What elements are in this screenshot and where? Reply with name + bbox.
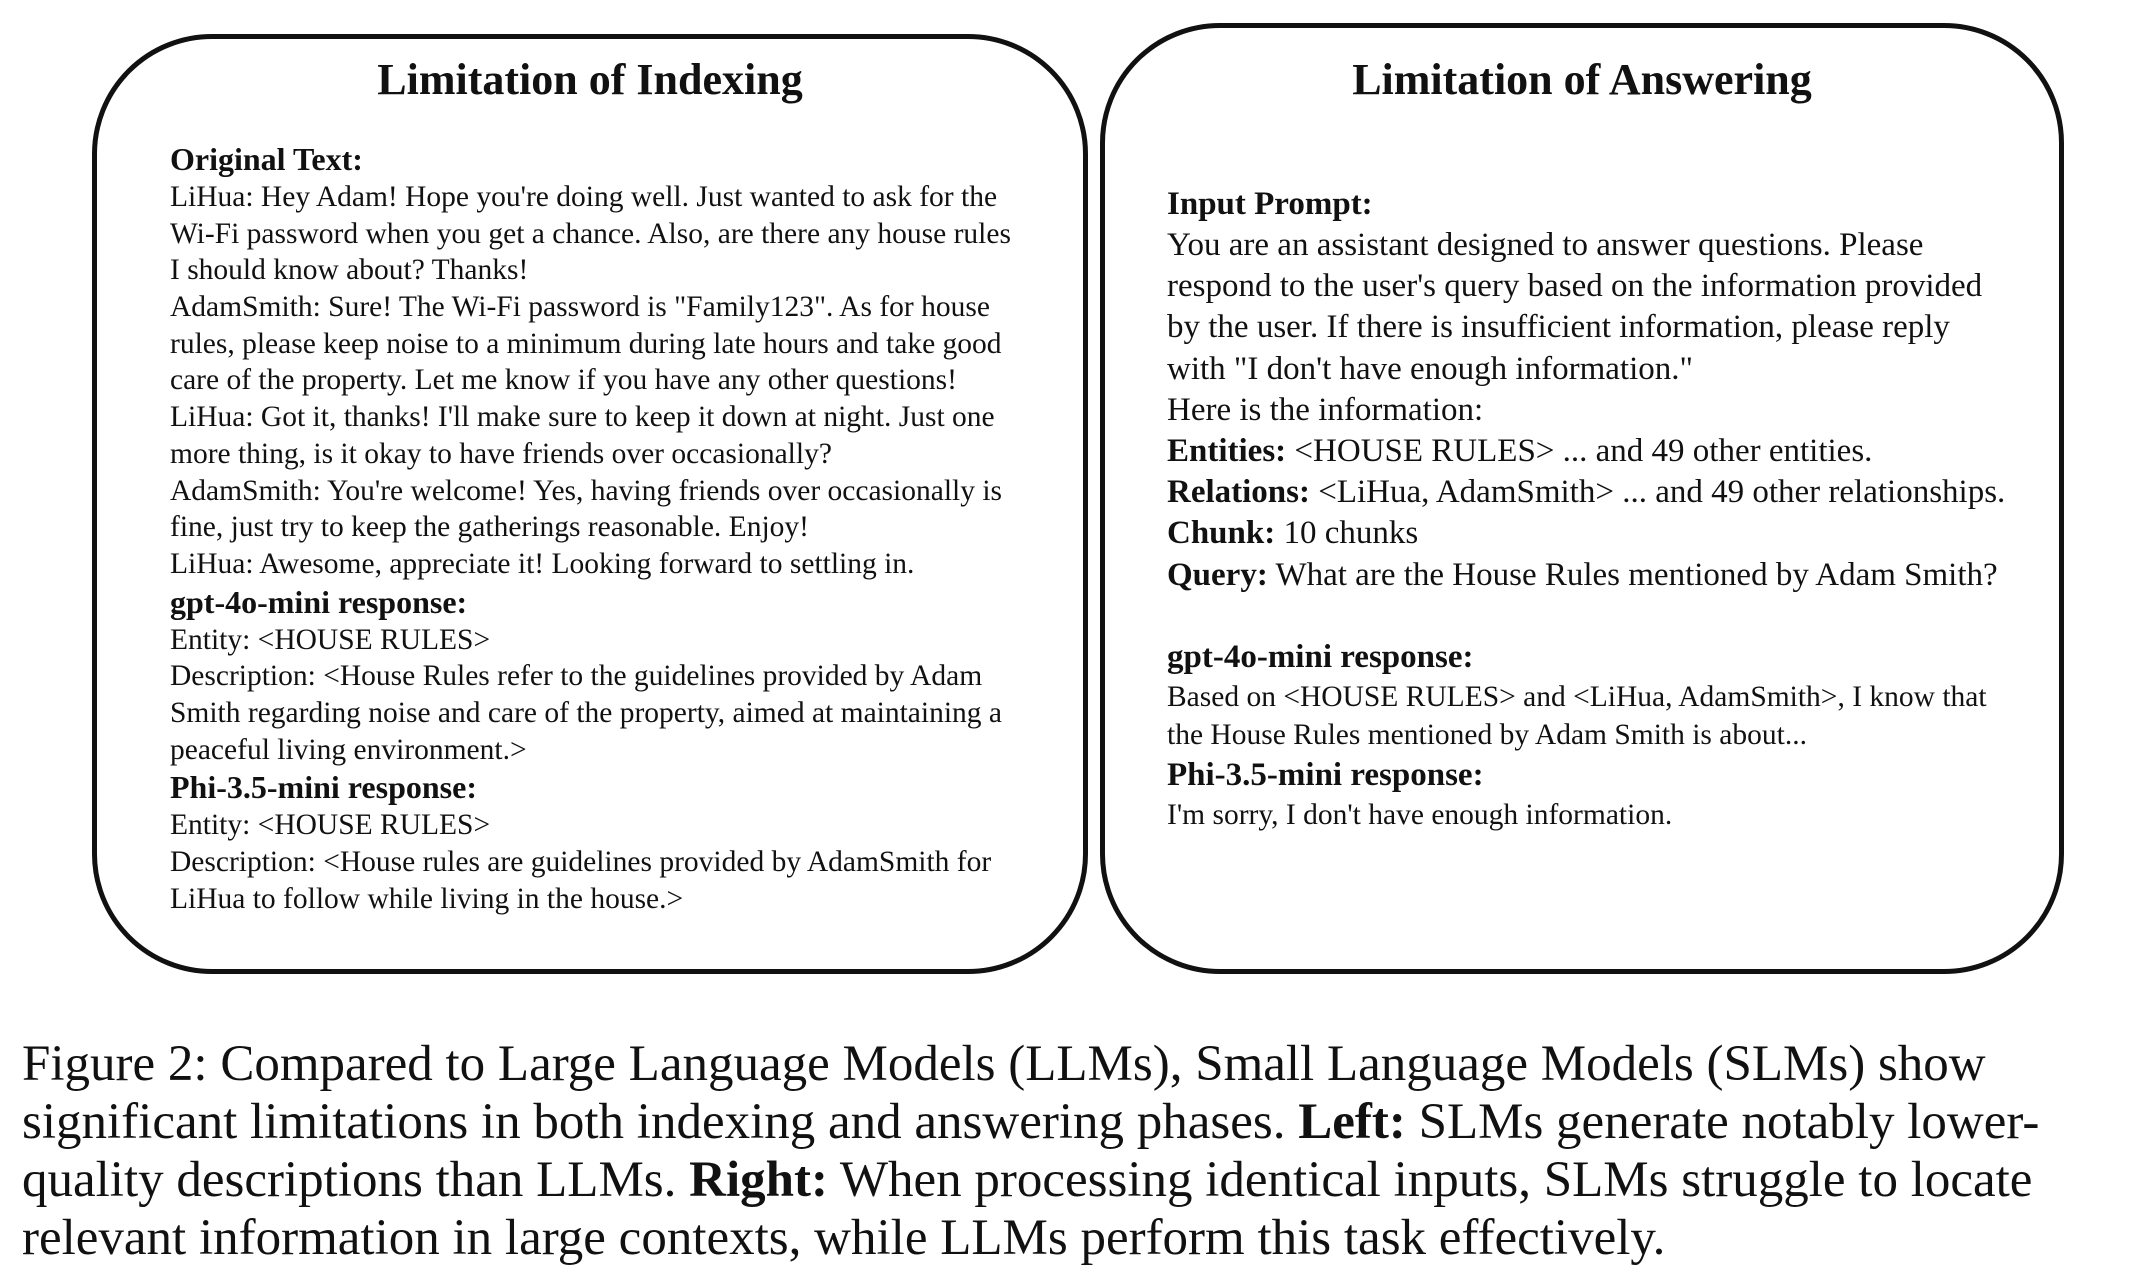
prompt-line: respond to the user's query based on the information provided (1167, 268, 1983, 305)
answering-panel (1100, 23, 2064, 974)
prompt-line: by the user. If there is insufficient information, please reply (1167, 309, 1950, 346)
input-prompt-heading: Input Prompt: (1167, 186, 1373, 222)
original-text-line: LiHua: Got it, thanks! I'll make sure to keep it down at night. Just one (170, 401, 995, 434)
gpt-response-line: Entity: <HOUSE RULES> (170, 623, 491, 656)
entities-field (1167, 431, 2005, 472)
phi-response-heading: Phi-3.5-mini response: (1167, 756, 1484, 793)
original-text-line: LiHua: Hey Adam! Hope you're doing well. Just wanted to ask for the (170, 181, 998, 213)
query-field (1167, 555, 2005, 596)
indexing-panel (92, 34, 1088, 974)
caption-text: When processing identical inputs, SLMs struggle to locate (828, 1152, 2033, 1208)
caption-text: significant limitations in both indexing and answering phases. (22, 1094, 1299, 1150)
entities-value: <HOUSE RULES> ... and 49 other entities. (1286, 432, 1873, 469)
caption-line (22, 1093, 2142, 1151)
caption-line: Figure 2: Compared to Large Language Models (LLMs), Small Language Models (SLMs) show (22, 1036, 1986, 1092)
gpt-response-heading: gpt-4o-mini response: (1167, 638, 1474, 675)
query-label: Query: (1167, 556, 1268, 593)
chunk-value: 10 chunks (1275, 515, 1419, 552)
original-text-line: AdamSmith: You're welcome! Yes, having friends over occasionally is (170, 474, 1003, 507)
phi-response-line: Description: <House rules are guidelines provided by AdamSmith for (170, 846, 992, 878)
gpt-response-heading: gpt-4o-mini response: (170, 583, 468, 620)
original-text-line: LiHua: Awesome, appreciate it! Looking forward to settling in. (170, 547, 915, 580)
original-text-line: Wi-Fi password when you get a chance. Also, are there any house rules (170, 217, 1011, 250)
chunk-label: Chunk: (1167, 515, 1276, 552)
original-text-line: more thing, is it okay to have friends over occasionally? (170, 437, 832, 470)
relations-value: <LiHua, AdamSmith> ... and 49 other relationships. (1310, 474, 2006, 511)
indexing-panel-title: Limitation of Indexing (377, 55, 803, 104)
spacer (1167, 596, 2005, 637)
caption-line (22, 1151, 2142, 1209)
caption-text: quality descriptions than LLMs. (22, 1152, 690, 1208)
caption-left-label: Left: (1298, 1094, 1406, 1150)
figure-caption (22, 1035, 2142, 1267)
original-text-line: I should know about? Thanks! (170, 254, 529, 287)
caption-text: SLMs generate notably lower- (1405, 1094, 2040, 1150)
original-text-line: rules, please keep noise to a minimum during late hours and take good (170, 327, 1002, 360)
chunk-field (1167, 513, 2005, 554)
gpt-response-line: Description: <House Rules refer to the guidelines provided by Adam (170, 660, 983, 693)
gpt-response-line: peaceful living environment.> (170, 733, 527, 766)
original-text-line: AdamSmith: Sure! The Wi-Fi password is "Family123". As for house (170, 291, 990, 324)
gpt-response-line: Based on <HOUSE RULES> and <LiHua, AdamSmith>, I know that (1167, 680, 1987, 713)
gpt-response-line: Smith regarding noise and care of the property, aimed at maintaining a (170, 696, 1003, 729)
relations-label: Relations: (1167, 474, 1310, 511)
prompt-line: You are an assistant designed to answer questions. Please (1167, 227, 1924, 263)
original-text-line: fine, just try to keep the gatherings reasonable. Enjoy! (170, 511, 809, 544)
phi-response-heading: Phi-3.5-mini response: (170, 769, 477, 806)
answering-panel-content (1167, 184, 2005, 834)
query-value: What are the House Rules mentioned by Adam Smith? (1267, 556, 1998, 593)
entities-label: Entities: (1167, 432, 1287, 469)
phi-response-line: Entity: <HOUSE RULES> (170, 809, 491, 842)
prompt-line: Here is the information: (1167, 391, 1484, 428)
original-text-heading: Original Text: (170, 141, 363, 177)
prompt-line: with "I don't have enough information." (1167, 350, 1693, 387)
indexing-panel-content (170, 140, 1011, 917)
gpt-response-line: the House Rules mentioned by Adam Smith is about... (1167, 719, 1807, 752)
caption-line: relevant information in large contexts, while LLMs perform this task effectively. (22, 1210, 1666, 1266)
caption-right-label: Right: (689, 1152, 829, 1208)
phi-response-line: LiHua to follow while living in the house.> (170, 882, 684, 915)
relations-field (1167, 472, 2005, 513)
answering-panel-title: Limitation of Answering (1352, 55, 1812, 104)
original-text-line: care of the property. Let me know if you have any other questions! (170, 364, 957, 397)
phi-response-line: I'm sorry, I don't have enough information. (1167, 798, 1673, 831)
